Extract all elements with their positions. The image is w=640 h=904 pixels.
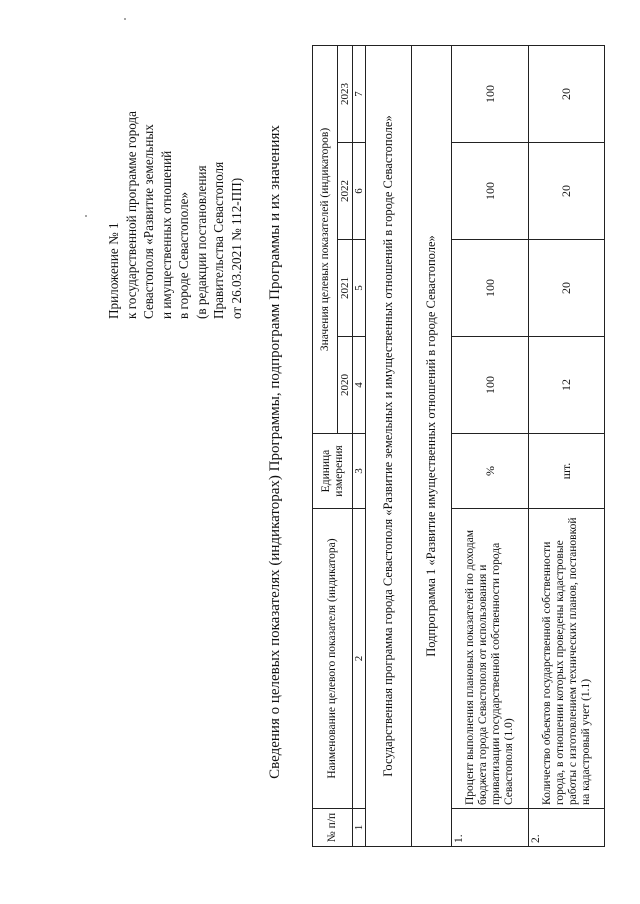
program-row <box>366 45 412 846</box>
appendix-line: и имущественных отношений <box>158 150 174 319</box>
header-row <box>313 45 338 846</box>
column-number: 7 <box>353 45 366 142</box>
row-value: 20 <box>529 240 605 337</box>
appendix-block <box>105 89 245 319</box>
appendix-line: Севастополя «Развитие земельных <box>141 124 156 319</box>
appendix-line: от 26.03.2021 № 112-ПП) <box>228 177 244 319</box>
row-value: 100 <box>452 240 529 337</box>
appendix-line: к государственной программе города <box>123 111 139 319</box>
row-value: 100 <box>452 45 529 142</box>
column-number: 3 <box>353 434 366 509</box>
column-number: 2 <box>353 509 366 809</box>
row-unit: % <box>452 434 529 509</box>
header-year: 2022 <box>338 143 353 240</box>
header-unit: Единица измерения <box>313 434 353 509</box>
appendix-line: (в редакции постановления <box>193 165 209 319</box>
header-year: 2020 <box>338 337 353 434</box>
header-year: 2021 <box>338 240 353 337</box>
header-year: 2023 <box>338 45 353 142</box>
subprogram-title: Подпрограмма 1 «Развитие имущественных отношений в городе Севастополе» <box>412 45 452 846</box>
appendix-line: Приложение № 1 <box>106 222 121 319</box>
subprogram-row <box>412 45 452 846</box>
column-number: 5 <box>353 240 366 337</box>
header-values-group: Значения целевых показателей (индикаторов) <box>313 45 338 433</box>
row-value: 12 <box>529 337 605 434</box>
program-title: Государственная программа города Севастополя «Развитие земельных и имущественных отношений в городе Севастополе» <box>366 45 412 846</box>
row-num: 2. <box>529 809 605 847</box>
row-value: 100 <box>452 337 529 434</box>
row-unit: шт. <box>529 434 605 509</box>
row-value: 20 <box>529 143 605 240</box>
column-number: 4 <box>353 337 366 434</box>
header-name: Наименование целевого показателя (индикатора) <box>313 509 353 809</box>
document-title: Сведения о целевых показателях (индикаторах) Программы, подпрограмм Программы и их значениях <box>267 125 283 779</box>
header-num: № п/п <box>313 809 353 847</box>
column-number: 1 <box>353 809 366 847</box>
row-value: 100 <box>452 143 529 240</box>
column-numbers-row <box>353 45 366 846</box>
row-num: 1. <box>452 809 529 847</box>
row-name: Процент выполнения плановых показателей по доходам бюджета города Севастополя от использования и приватизации государственной собственности города Севастополя (1.0) <box>452 509 529 809</box>
row-name: Количество объектов государственной собственности города, в отношении которых проведены кадастровые работы с изготовлением технических планов, постановкой на кадастровый учет (1.1) <box>529 509 605 809</box>
table-row <box>452 45 529 846</box>
appendix-line: в городе Севастополе» <box>176 191 191 319</box>
column-number: 6 <box>353 143 366 240</box>
appendix-line: Правительства Севастополя <box>211 161 226 319</box>
table-row <box>529 45 605 846</box>
indicators-table <box>312 45 605 847</box>
row-value: 20 <box>529 45 605 142</box>
